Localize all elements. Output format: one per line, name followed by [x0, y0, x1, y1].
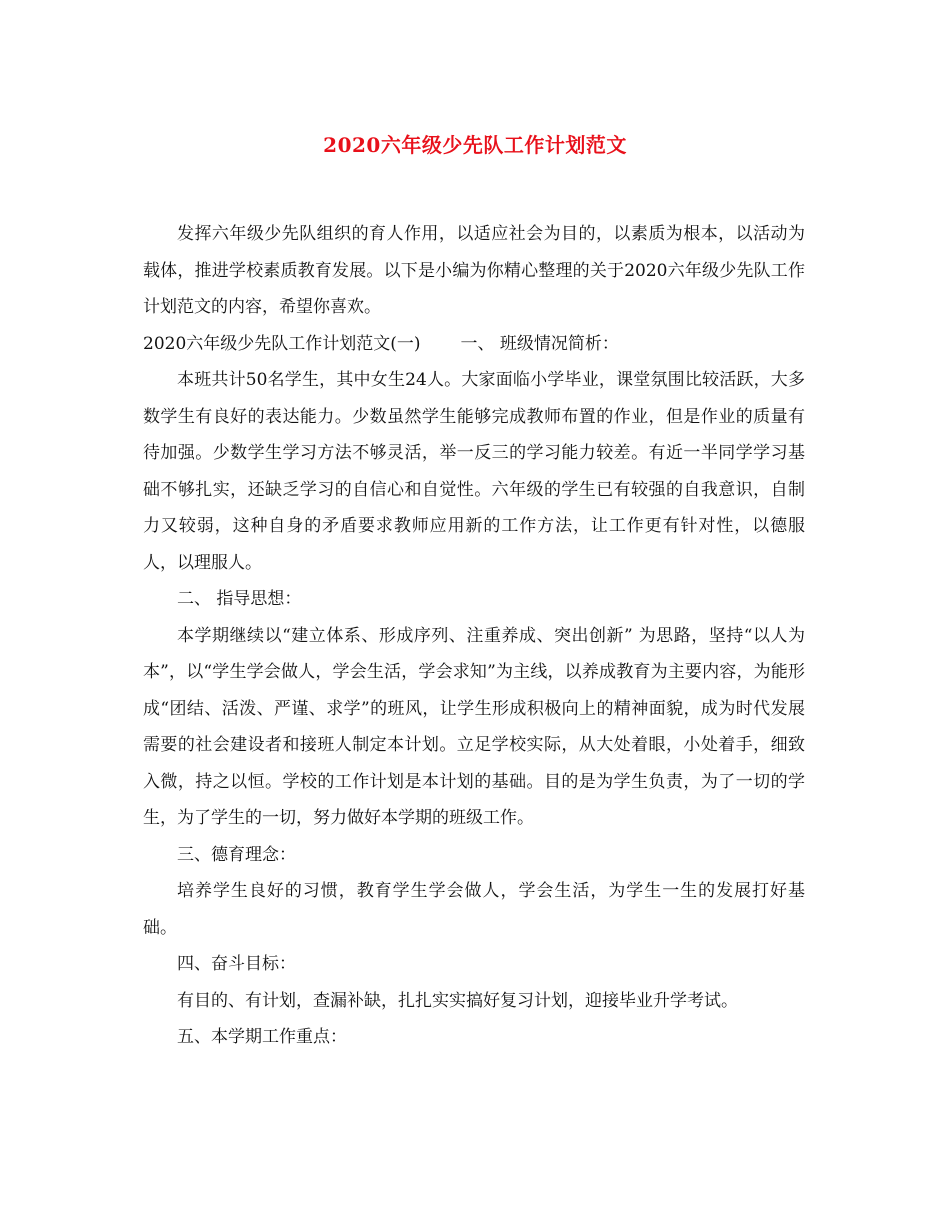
section1-paragraph: 本班共计50名学生，其中女生24人。大家面临小学毕业，课堂氛围比较活跃，大多数学生有良好的表达能力。少数虽然学生能够完成教师布置的作业，但是作业的质量有待加强。少数学生学习方法不够灵活，举一反三的学习能力较差。有近一半同学学习基础不够扎实，还缺乏学习的自信心和自觉性。六年级的学生已有较强的自我意识，自制力又较弱，这种自身的矛盾要求教师应用新的工作方法，让工作更有针对性，以德服人，以理服人。 — [143, 370, 805, 573]
intro-paragraph: 发挥六年级少先队组织的育人作用，以适应社会为目的，以素质为根本，以活动为载体，推进学校素质教育发展。以下是小编为你精心整理的关于2020六年级少先队工作计划范文的内容，希望你喜欢。 — [143, 224, 805, 317]
section2-paragraph: 本学期继续以“建立体系、形成序列、注重养成、突出创新” 为思路，坚持“以人为本”，以“学生学会做人，学会生活，学会求知”为主线，以养成教育为主要内容，为能形成“团结、活泼、严谨、求学”的班风，让学生形成积极向上的精神面貌，成为时代发展需要的社会建设者和接班人制定本计划。立足学校实际，从大处着眼，小处着手，细致入微，持之以恒。学校的工作计划是本计划的基础。目的是为学生负责，为了一切的学生，为了学生的一切，努力做好本学期的班级工作。 — [143, 625, 805, 828]
section4-heading: 四、奋斗目标： — [177, 954, 296, 974]
section5-heading: 五、本学期工作重点： — [177, 1027, 347, 1047]
section3-paragraph: 培养学生良好的习惯，教育学生学会做人，学会生活，为学生一生的发展打好基础。 — [143, 881, 805, 938]
section1-heading: 一、 班级情况简析： — [460, 333, 619, 354]
section3-heading: 三、德育理念： — [177, 844, 296, 865]
subtitle-line — [143, 326, 805, 363]
section4-paragraph: 有目的、有计划，查漏补缺，扎扎实实搞好复习计划，迎接毕业升学考试。 — [177, 990, 738, 1011]
document-body — [143, 216, 805, 1056]
document-title: 2020六年级少先队工作计划范文 — [323, 133, 627, 157]
subtitle: 2020六年级少先队工作计划范文(一) — [143, 333, 421, 354]
section2-heading: 二、 指导思想： — [177, 589, 302, 609]
